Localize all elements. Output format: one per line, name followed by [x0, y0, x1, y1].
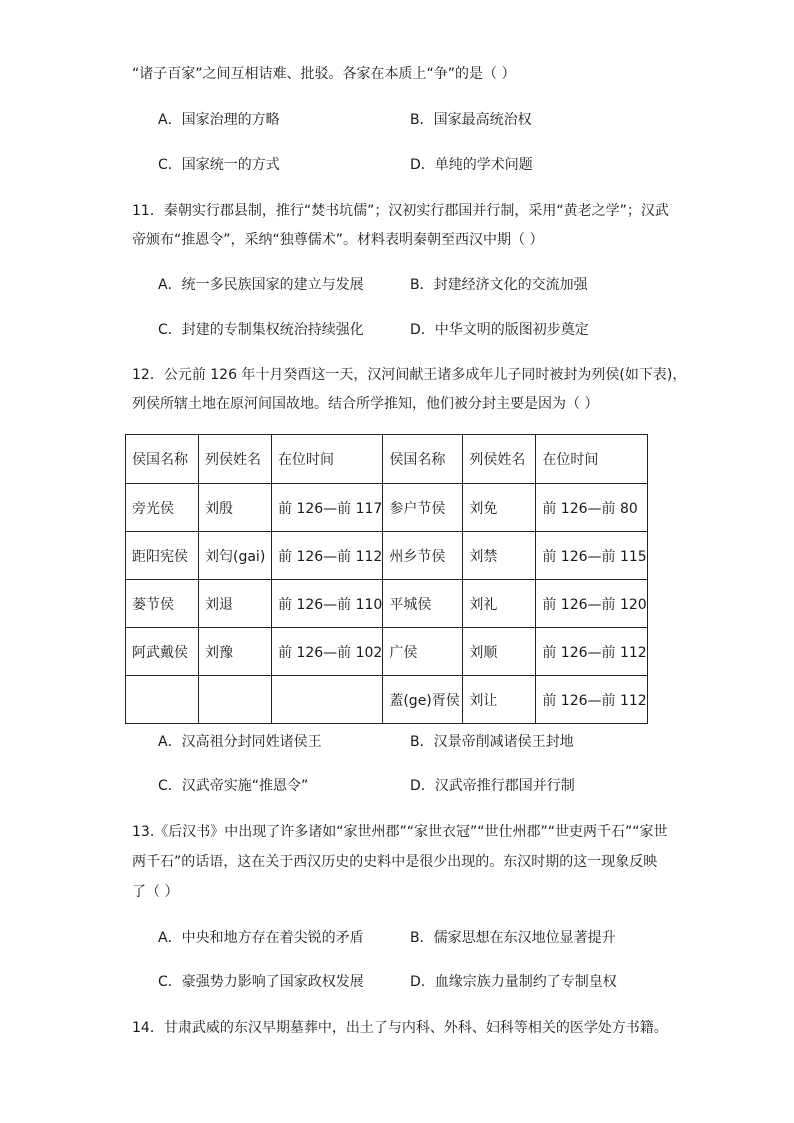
table-cell: 前 126—前 120 — [536, 580, 647, 628]
table-cell: 蓋(ge)胥侯 — [383, 676, 463, 724]
table-header-cell: 侯国名称 — [383, 435, 463, 484]
table-cell: 前 126—前 115 — [536, 532, 647, 580]
table-cell — [199, 676, 272, 724]
table-cell: 前 126—前 112 — [536, 628, 647, 676]
table-header-cell: 在位时间 — [272, 435, 383, 484]
table-row — [126, 676, 648, 724]
table-cell: 前 126—前 102 — [272, 628, 383, 676]
table-cell: 前 126—前 110 — [272, 580, 383, 628]
table-header-cell: 列侯姓名 — [199, 435, 272, 484]
q13-stem-line-1: 13.《后汉书》中出现了许多诸如“家世州郡”“家世衣冠”“世仕州郡”“世吏两千石”“家世 — [132, 824, 668, 840]
table-cell: 刘殷 — [199, 484, 272, 532]
table-cell: 前 126—前 80 — [536, 484, 647, 532]
q11-stem-line-1: 11．秦朝实行郡县制，推行“焚书坑儒”；汉初实行郡国并行制，采用“黄老之学”；汉武 — [132, 203, 669, 219]
table-cell: 刘匄(gai) — [199, 532, 272, 580]
q12-option-a[interactable]: A．汉高祖分封同姓诸侯王 — [158, 734, 322, 750]
table-row — [126, 628, 648, 676]
q10-option-b[interactable]: B．国家最高统治权 — [410, 112, 532, 128]
q10-option-c[interactable]: C．国家统一的方式 — [158, 157, 280, 173]
q12-option-d[interactable]: D．汉武帝推行郡国并行制 — [410, 778, 575, 794]
q13-stem-line-3: 了（ ） — [132, 884, 179, 900]
q11-option-c[interactable]: C．封建的专制集权统治持续强化 — [158, 322, 364, 338]
table-cell: 距阳宪侯 — [126, 532, 199, 580]
table-header-cell: 列侯姓名 — [463, 435, 536, 484]
q11-stem-line-2: 帝颁布“推恩令”，采纳“独尊儒术”。材料表明秦朝至西汉中期（ ） — [132, 232, 544, 248]
table-header-row — [126, 435, 648, 484]
q12-stem-line-2: 列侯所辖土地在原河间国故地。结合所学推知，他们被分封主要是因为（ ） — [132, 396, 599, 412]
table-cell: 刘礼 — [463, 580, 536, 628]
liehou-table — [125, 434, 648, 724]
q13-stem-line-2: 两千石”的话语，这在关于西汉历史的史料中是很少出现的。东汉时期的这一现象反映 — [132, 854, 658, 870]
q13-option-a[interactable]: A．中央和地方存在着尖锐的矛盾 — [158, 930, 364, 946]
table-cell — [126, 676, 199, 724]
table-cell: 参户节侯 — [383, 484, 463, 532]
table-cell: 前 126—前 112 — [536, 676, 647, 724]
table-cell: 州乡节侯 — [383, 532, 463, 580]
q11-option-d[interactable]: D．中华文明的版图初步奠定 — [410, 322, 589, 338]
table-cell: 刘豫 — [199, 628, 272, 676]
q11-option-b[interactable]: B．封建经济文化的交流加强 — [410, 277, 588, 293]
q12-option-b[interactable]: B．汉景帝削减诸侯王封地 — [410, 734, 574, 750]
q13-option-b[interactable]: B．儒家思想在东汉地位显著提升 — [410, 930, 616, 946]
table-header-cell: 在位时间 — [536, 435, 647, 484]
q10-stem: “诸子百家”之间互相诘难、批驳。各家在本质上“争”的是（ ） — [132, 66, 516, 82]
table-cell: 刘禁 — [463, 532, 536, 580]
table-cell: 刘让 — [463, 676, 536, 724]
q13-option-c[interactable]: C．豪强势力影响了国家政权发展 — [158, 974, 364, 990]
table-cell: 蒌节侯 — [126, 580, 199, 628]
table-header-cell: 侯国名称 — [126, 435, 199, 484]
table-cell: 刘免 — [463, 484, 536, 532]
table-cell: 刘顺 — [463, 628, 536, 676]
table-cell: 阿武戴侯 — [126, 628, 199, 676]
table-cell: 前 126—前 112 — [272, 532, 383, 580]
q10-option-a[interactable]: A．国家治理的方略 — [158, 112, 280, 128]
q10-option-d[interactable]: D．单纯的学术问题 — [410, 157, 533, 173]
table-cell: 旁光侯 — [126, 484, 199, 532]
table-cell: 刘退 — [199, 580, 272, 628]
table-row — [126, 532, 648, 580]
table-row — [126, 580, 648, 628]
q14-stem-line-1: 14．甘肃武威的东汉早期墓葬中，出土了与内科、外科、妇科等相关的医学处方书籍。 — [132, 1020, 668, 1036]
table-cell: 广侯 — [383, 628, 463, 676]
q12-option-c[interactable]: C．汉武帝实施“推恩令” — [158, 778, 309, 794]
q11-option-a[interactable]: A．统一多民族国家的建立与发展 — [158, 277, 364, 293]
table-cell: 前 126—前 117 — [272, 484, 383, 532]
table-cell — [272, 676, 383, 724]
table-row — [126, 484, 648, 532]
q13-option-d[interactable]: D．血缘宗族力量制约了专制皇权 — [410, 974, 617, 990]
table-cell: 平城侯 — [383, 580, 463, 628]
q12-stem-line-1: 12．公元前 126 年十月癸酉这一天，汉河间献王诸多成年儿子同时被封为列侯(如下表)， — [132, 367, 687, 383]
